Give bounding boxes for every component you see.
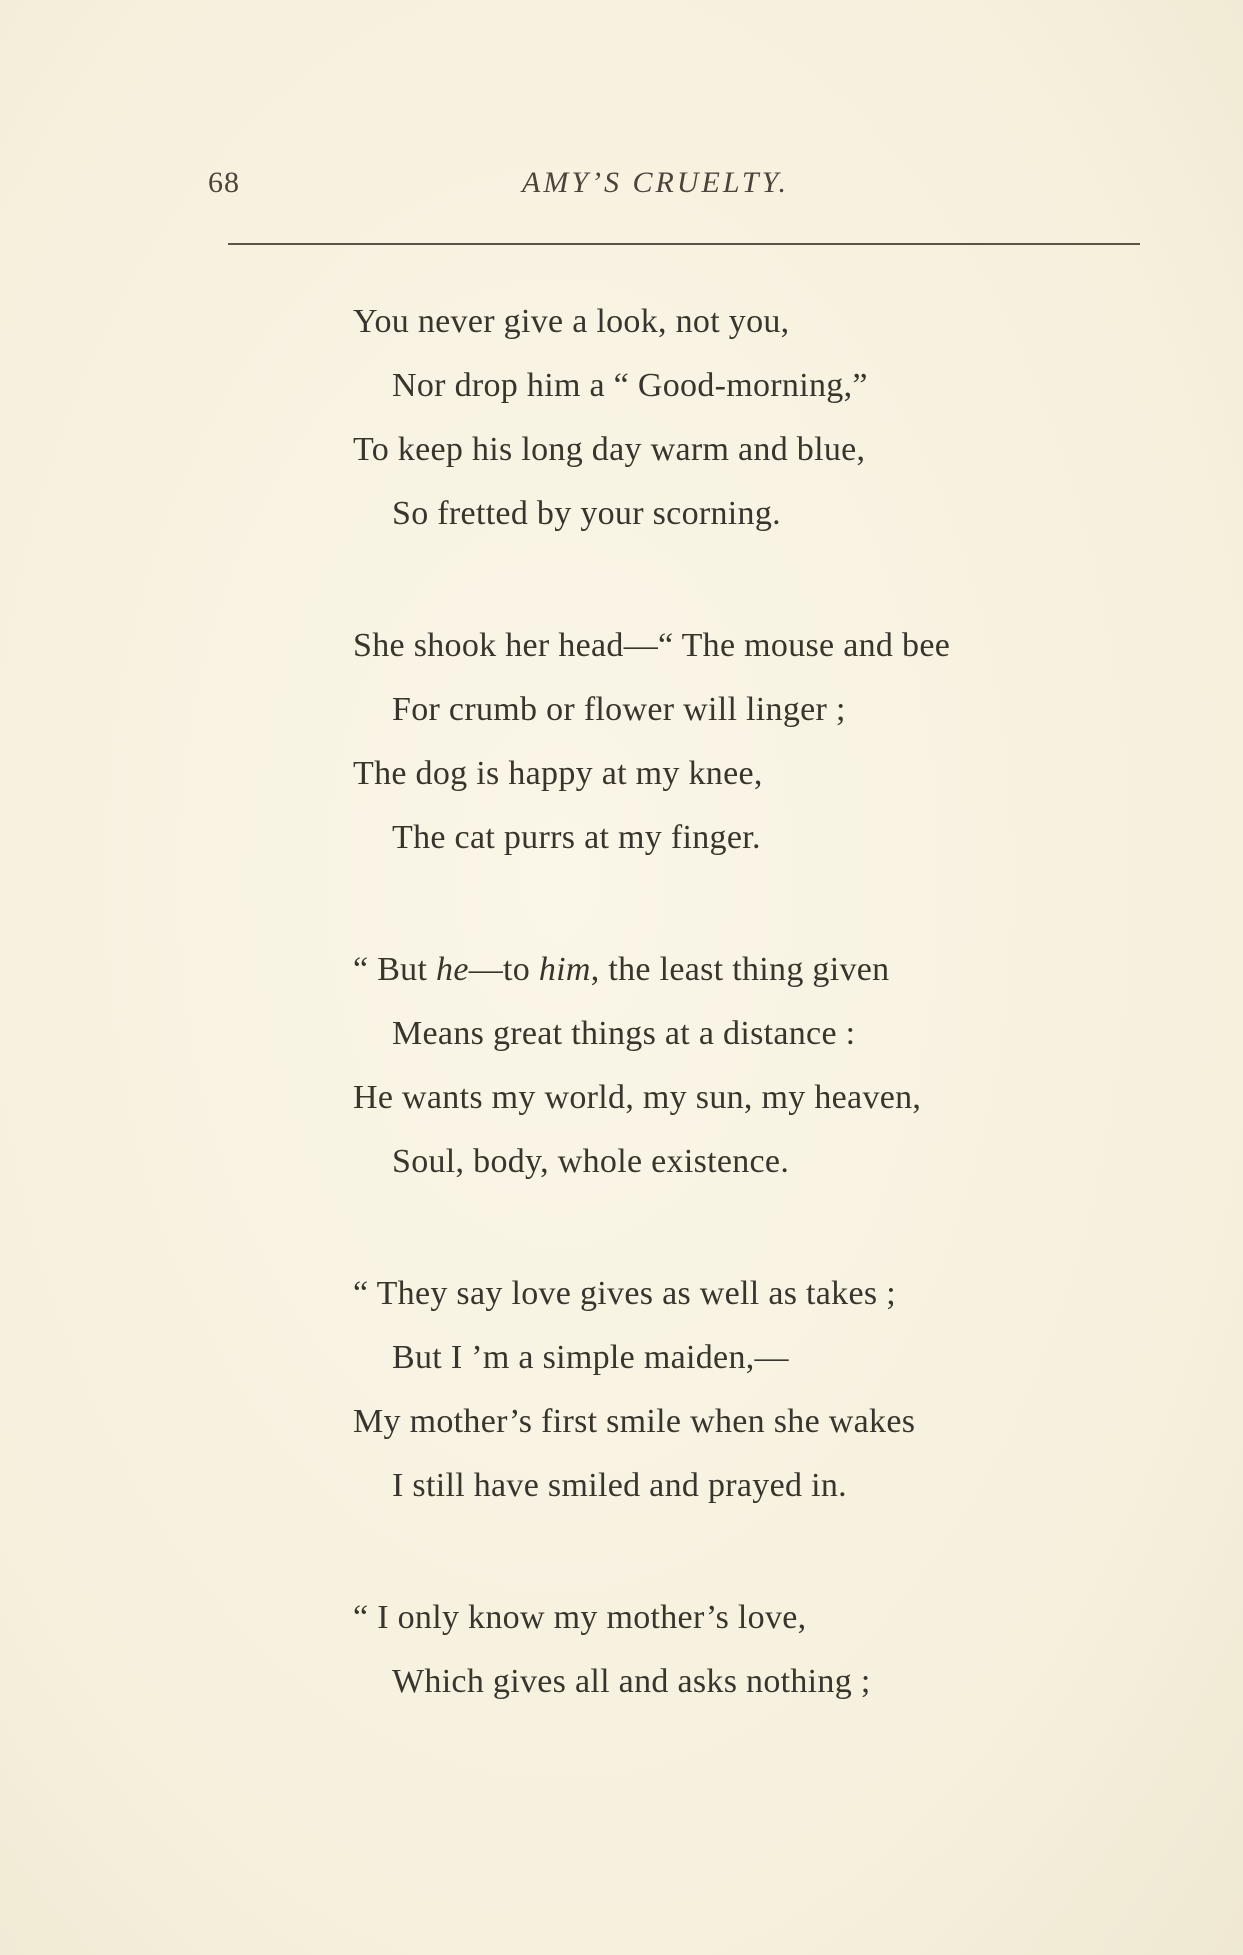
poem-line: You never give a look, not you, [353, 303, 790, 340]
poem-line: “ They say love gives as well as takes ; [353, 1275, 896, 1312]
running-title: AMY’S CRUELTY. [522, 166, 790, 199]
poem-line: Which gives all and asks nothing ; [392, 1663, 871, 1700]
poem-line: The dog is happy at my knee, [353, 755, 763, 792]
stanza [353, 1586, 1213, 1714]
poem [353, 290, 1213, 1782]
emphasis-him: him [538, 951, 591, 988]
poem-line: To keep his long day warm and blue, [353, 431, 866, 468]
stanza [353, 614, 1213, 870]
page-number: 68 [208, 166, 240, 199]
poem-line: I still have smiled and prayed in. [392, 1467, 847, 1504]
stanza [353, 938, 1213, 1194]
poem-line: Nor drop him a “ Good-morning,” [392, 367, 868, 404]
poem-line: She shook her head—“ The mouse and bee [353, 627, 951, 664]
poem-line: “ I only know my mother’s love, [353, 1599, 807, 1636]
line-segment: “ But [353, 951, 437, 988]
stanza [353, 1262, 1213, 1518]
header-rule [228, 243, 1140, 245]
emphasis-he: he [436, 951, 469, 988]
poem-line: But I ’m a simple maiden,— [392, 1339, 789, 1376]
poem-line: Means great things at a distance : [392, 1015, 856, 1052]
line-segment: —to [468, 951, 539, 988]
poem-line: The cat purrs at my finger. [392, 819, 761, 856]
line-segment: , the least thing given [590, 951, 890, 988]
poem-line: So fretted by your scorning. [392, 495, 781, 532]
poem-line [353, 938, 1213, 1002]
poem-line: My mother’s first smile when she wakes [353, 1403, 916, 1440]
poem-line: He wants my world, my sun, my heaven, [353, 1079, 922, 1116]
poem-line: For crumb or flower will linger ; [392, 691, 846, 728]
stanza [353, 290, 1213, 546]
poem-line: Soul, body, whole existence. [392, 1143, 790, 1180]
page-header [0, 160, 1243, 210]
